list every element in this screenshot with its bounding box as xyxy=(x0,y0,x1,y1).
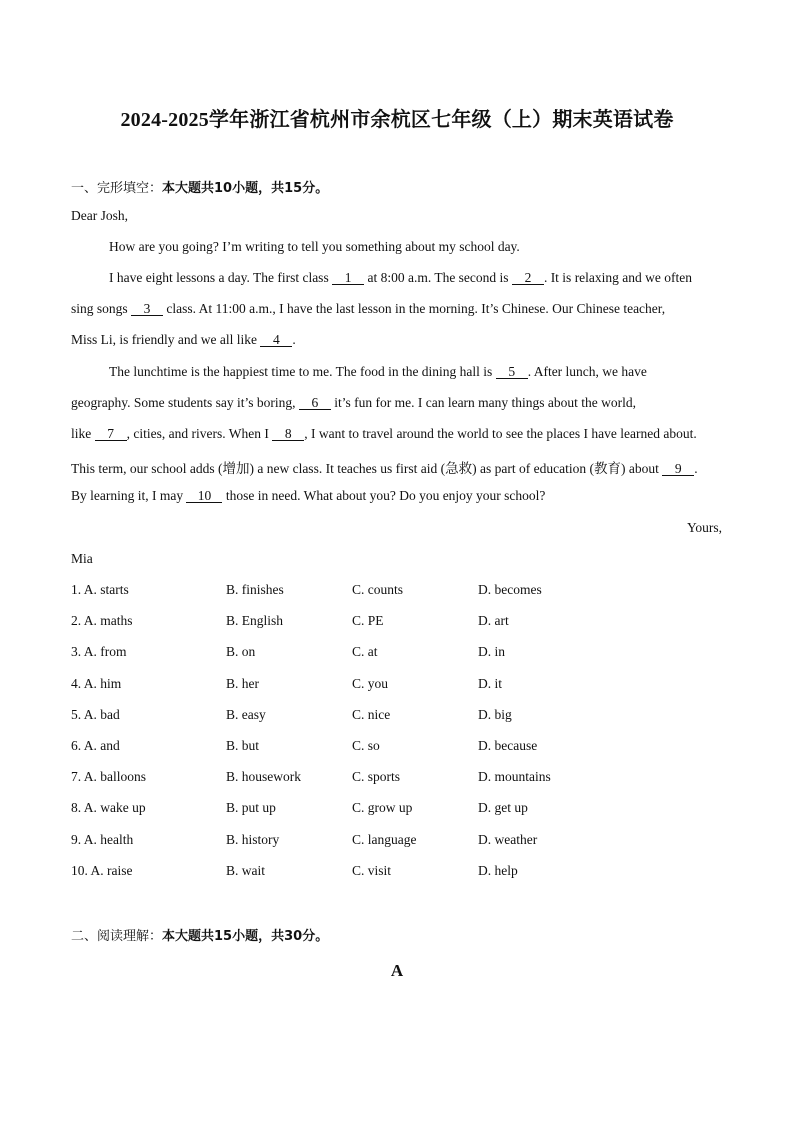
text: sing songs xyxy=(71,301,128,316)
option-b: B. put up xyxy=(226,800,276,815)
text: at 8:00 a.m. The second is xyxy=(367,270,509,285)
text: The lunchtime is the happiest time to me. The food in the dining hall is xyxy=(109,364,493,379)
option-a: 3. A. from xyxy=(71,644,127,659)
text: like xyxy=(71,426,92,441)
text: those in need. What about you? Do you enjoy your school? xyxy=(225,488,546,503)
option-c: C. you xyxy=(352,676,389,691)
section-two-heading xyxy=(71,925,328,944)
text: it’s fun for me. I can learn many things about the world, xyxy=(334,395,637,410)
blank-4: 4 xyxy=(260,333,292,347)
letter-line-7 xyxy=(71,426,697,442)
text: . xyxy=(694,461,698,476)
blank-6: 6 xyxy=(299,396,331,410)
option-c: C. at xyxy=(352,644,378,659)
option-b: B. easy xyxy=(226,707,266,722)
option-c: C. visit xyxy=(352,863,392,878)
option-c: C. grow up xyxy=(352,800,413,815)
blank-3: 3 xyxy=(131,302,163,316)
option-a: 5. A. bad xyxy=(71,707,120,722)
option-d: D. mountains xyxy=(478,769,551,784)
option-c: C. nice xyxy=(352,707,391,722)
section-one-heading xyxy=(71,177,328,196)
letter-line-3 xyxy=(71,301,665,317)
blank-10: 10 xyxy=(186,489,222,503)
option-a: 2. A. maths xyxy=(71,613,133,628)
letter-line-5 xyxy=(109,364,647,380)
option-b: B. English xyxy=(226,613,284,628)
option-b: B. on xyxy=(226,644,256,659)
option-d: D. get up xyxy=(478,800,528,815)
text: class. At 11:00 a.m., I have the last lesson in the morning. It’s Chinese. Our Chinese teacher, xyxy=(166,301,666,316)
blank-5: 5 xyxy=(496,365,528,379)
option-row xyxy=(71,644,731,662)
option-c: C. sports xyxy=(352,769,401,784)
option-row xyxy=(71,582,731,600)
text: . xyxy=(292,332,296,347)
option-c: C. language xyxy=(352,832,417,847)
option-row xyxy=(71,676,731,694)
option-b: B. housework xyxy=(226,769,301,784)
option-d: D. art xyxy=(478,613,509,628)
option-row xyxy=(71,800,731,818)
blank-1: 1 xyxy=(332,271,364,285)
section-one-desc: 本大题共10小题，共15分。 xyxy=(162,181,329,196)
blank-7: 7 xyxy=(95,427,127,441)
option-d: D. becomes xyxy=(478,582,542,597)
letter-signature: Mia xyxy=(71,551,93,566)
passage-a-label: A xyxy=(390,961,404,980)
letter-line-2 xyxy=(109,270,692,286)
section-two-prefix: 二、阅读理解： xyxy=(71,929,163,944)
section-two-desc: 本大题共15小题，共30分。 xyxy=(162,929,329,944)
option-d: D. help xyxy=(478,863,518,878)
text: Miss Li, is friendly and we all like xyxy=(71,332,257,347)
text: , cities, and rivers. When I xyxy=(126,426,269,441)
option-row xyxy=(71,738,731,756)
option-a: 1. A. starts xyxy=(71,582,129,597)
blank-2: 2 xyxy=(512,271,544,285)
letter-line-8 xyxy=(71,457,698,477)
option-row xyxy=(71,707,731,725)
option-c: C. PE xyxy=(352,613,384,628)
option-row xyxy=(71,863,731,881)
option-d: D. in xyxy=(478,644,505,659)
blank-9: 9 xyxy=(662,462,694,476)
option-b: B. wait xyxy=(226,863,265,878)
text: . It is relaxing and we often xyxy=(543,270,693,285)
blank-8: 8 xyxy=(272,427,304,441)
option-d: D. big xyxy=(478,707,512,722)
option-b: B. but xyxy=(226,738,260,753)
option-a: 10. A. raise xyxy=(71,863,133,878)
option-b: B. finishes xyxy=(226,582,284,597)
letter-line-9 xyxy=(71,488,545,504)
letter-line-4 xyxy=(71,332,296,348)
option-a: 7. A. balloons xyxy=(71,769,147,784)
text: By learning it, I may xyxy=(71,488,184,503)
option-b: B. history xyxy=(226,832,280,847)
option-c: C. counts xyxy=(352,582,404,597)
letter-greeting: Dear Josh, xyxy=(71,208,128,223)
letter-paragraph-1: How are you going? I’m writing to tell you something about my school day. xyxy=(109,239,520,254)
text: , I want to travel around the world to see the places I have learned about. xyxy=(304,426,697,441)
option-d: D. weather xyxy=(478,832,538,847)
text: . After lunch, we have xyxy=(527,364,647,379)
option-d: D. because xyxy=(478,738,538,753)
option-row xyxy=(71,769,731,787)
section-one-prefix: 一、完形填空： xyxy=(71,181,163,196)
option-row xyxy=(71,613,731,631)
option-row xyxy=(71,832,731,850)
option-b: B. her xyxy=(226,676,259,691)
option-a: 9. A. health xyxy=(71,832,134,847)
option-a: 6. A. and xyxy=(71,738,120,753)
letter-line-6 xyxy=(71,395,636,411)
text: geography. Some students say it’s boring, xyxy=(71,395,296,410)
text: I have eight lessons a day. The first class xyxy=(109,270,329,285)
option-a: 8. A. wake up xyxy=(71,800,146,815)
option-c: C. so xyxy=(352,738,380,753)
text: This term, our school adds (增加) a new class. It teaches us first aid (急救) as part of education (教育) about xyxy=(71,461,659,476)
option-d: D. it xyxy=(478,676,503,691)
letter-closing: Yours, xyxy=(686,520,722,535)
page-title: 2024-2025学年浙江省杭州市余杭区七年级（上）期末英语试卷 xyxy=(120,109,674,131)
option-a: 4. A. him xyxy=(71,676,122,691)
